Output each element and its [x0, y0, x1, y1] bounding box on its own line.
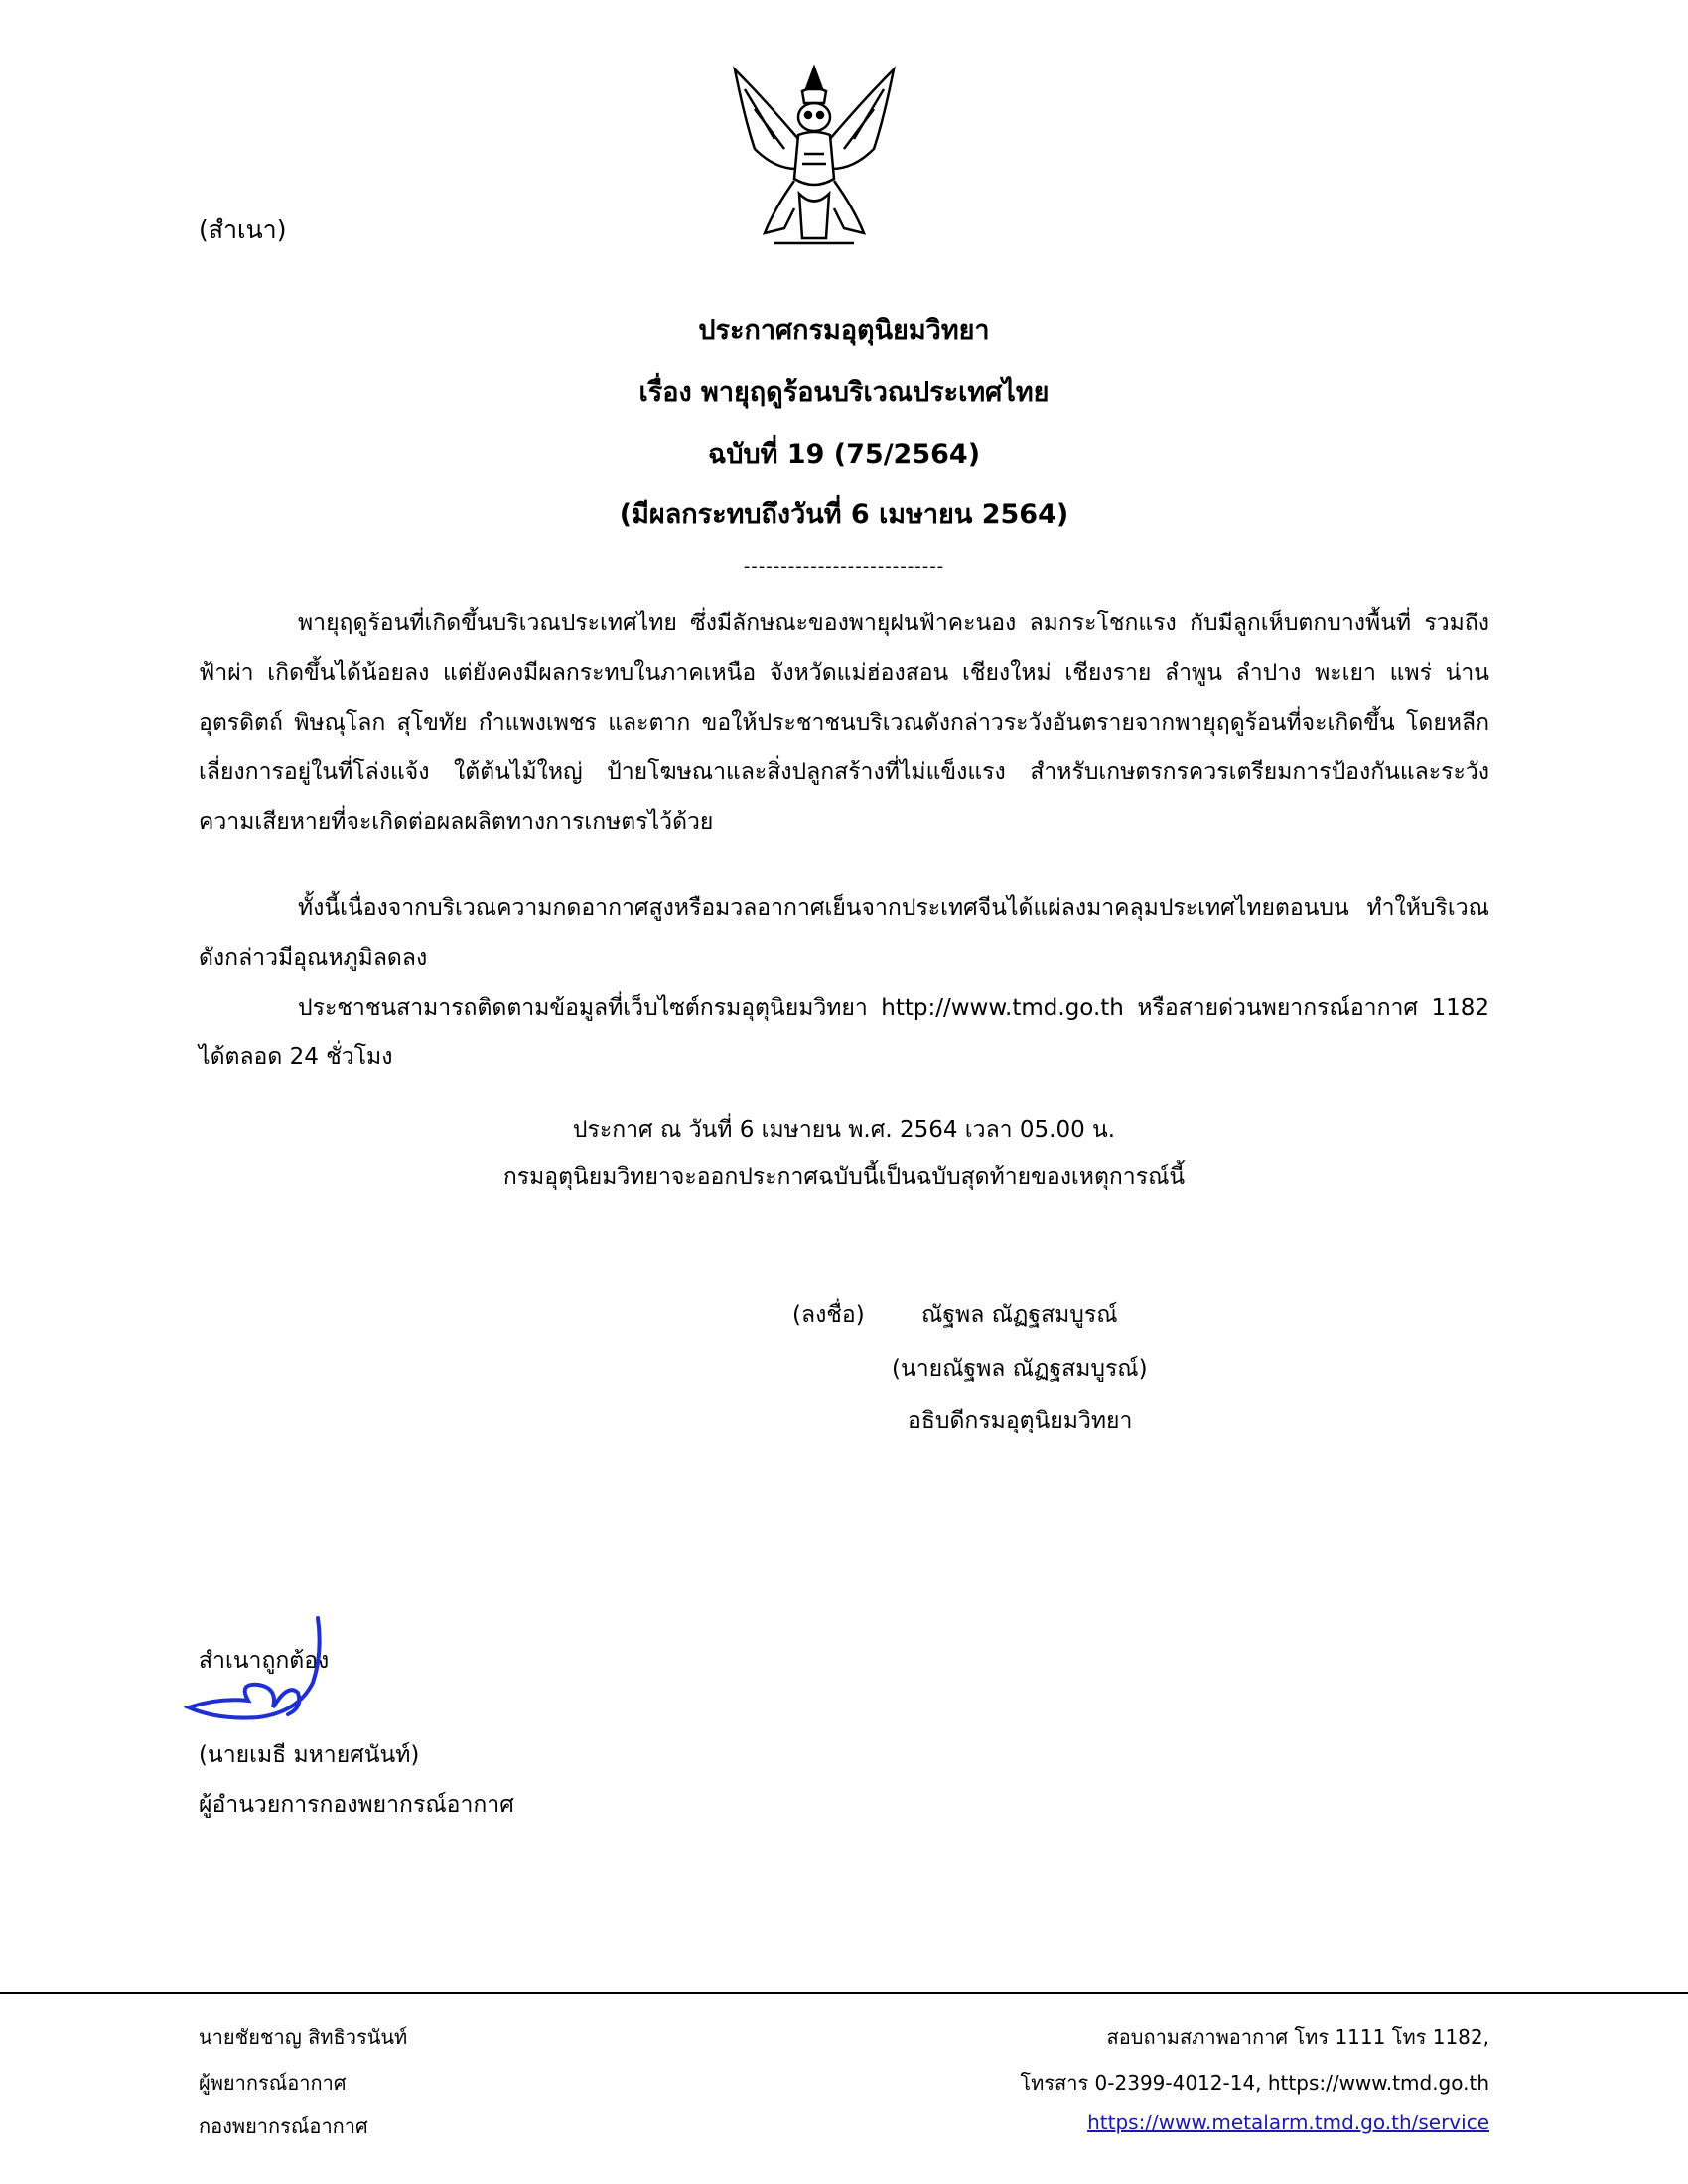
body-paragraph-1: พายุฤดูร้อนที่เกิดขึ้นบริเวณประเทศไทย ซึ่งมีลักษณะของพายุฝนฟ้าคะนอง ลมกระโชกแรง กับมีลูกเห็บตกบางพื้นที่ รวมถึงฟ้าผ่า เกิดขึ้นได้น้อยลง แต่ยังคงมีผลกระทบในภาคเหนือ จังหวัดแม่ฮ่องสอน เชียงใหม่ เชียงราย ลำพูน ลำปาง พะเยา แพร่ น่าน อุตรดิตถ์ พิษณุโลก สุโขทัย กำแพงเพชร และตาก ขอให้ประชาชนบริเวณดังกล่าวระวังอันตรายจากพายุฤดูร้อนที่จะเกิดขึ้น โดยหลีกเลี่ยงการอยู่ในที่โล่งแจ้ง ใต้ต้นไม้ใหญ่ ป้ายโฆษณาและสิ่งปลูกสร้างที่ไม่แข็งแรง สำหรับเกษตรกรควรเตรียมการป้องกันและระวังความเสียหายที่จะเกิดต่อผลผลิตทางการเกษตรไว้ด้วย	[199, 611, 1489, 835]
garuda-emblem-icon	[715, 60, 914, 258]
certifier-title: ผู้อำนวยการกองพยากรณ์อากาศ	[199, 1792, 514, 1818]
footer-division: กองพยากรณ์อากาศ	[199, 2115, 368, 2138]
certified-copy-label: สำเนาถูกต้อง	[199, 1648, 330, 1674]
announce-date-line: ประกาศ ณ วันที่ 6 เมษายน พ.ศ. 2564 เวลา 05.00 น.	[572, 1117, 1116, 1143]
signatory-title: อธิบดีกรมอุตุนิยมวิทยา	[908, 1408, 1133, 1433]
announcement-effective-date: (มีผลกระทบถึงวันที่ 6 เมษายน 2564)	[619, 499, 1069, 530]
announcement-issue-number: ฉบับที่ 19 (75/2564)	[707, 439, 981, 470]
certifier-name: (นายเมธี มหายศนันท์)	[199, 1742, 420, 1768]
body-paragraph-2: ทั้งนี้เนื่องจากบริเวณความกดอากาศสูงหรือมวลอากาศเย็นจากประเทศจีนได้แผ่ลงมาคลุมประเทศไทยตอนบน ทำให้บริเวณดังกล่าวมีอุณหภูมิลดลง	[199, 895, 1489, 971]
handwritten-signature	[179, 1613, 348, 1732]
copy-mark-label: (สำเนา)	[199, 215, 287, 244]
footer-contact-fax: โทรสาร 0-2399-4012-14, https://www.tmd.go.th	[1020, 2071, 1489, 2095]
announcement-title: ประกาศกรมอุตุนิยมวิทยา	[698, 315, 990, 345]
announcement-subject: เรื่อง พายุฤดูร้อนบริเวณประเทศไทย	[638, 377, 1050, 408]
footer-divider	[0, 1992, 1688, 1994]
footer-contact-phone: สอบถามสภาพอากาศ โทร 1111 โทร 1182,	[1106, 2025, 1489, 2049]
footer-forecaster-role: ผู้พยากรณ์อากาศ	[199, 2071, 347, 2095]
signatory-name: ณัฐพล ณัฏฐสมบูรณ์	[921, 1302, 1118, 1328]
body-paragraph-3: ประชาชนสามารถติดตามข้อมูลที่เว็บไซต์กรมอุตุนิยมวิทยา http://www.tmd.go.th หรือสายด่วนพยากรณ์อากาศ 1182 ได้ตลอด 24 ชั่วโมง	[199, 995, 1489, 1070]
announce-final-note: กรมอุตุนิยมวิทยาจะออกประกาศฉบับนี้เป็นฉบับสุดท้ายของเหตุการณ์นี้	[502, 1164, 1186, 1190]
signatory-full-name: (นายณัฐพล ณัฏฐสมบูรณ์)	[892, 1356, 1148, 1382]
footer-forecaster-name: นายชัยชาญ สิทธิวรนันท์	[199, 2025, 408, 2049]
header-separator: ---------------------------	[743, 556, 945, 577]
signature-label: (ลงชื่อ)	[792, 1302, 865, 1328]
footer-metalarm-link[interactable]: https://www.metalarm.tmd.go.th/service	[1087, 2111, 1489, 2134]
